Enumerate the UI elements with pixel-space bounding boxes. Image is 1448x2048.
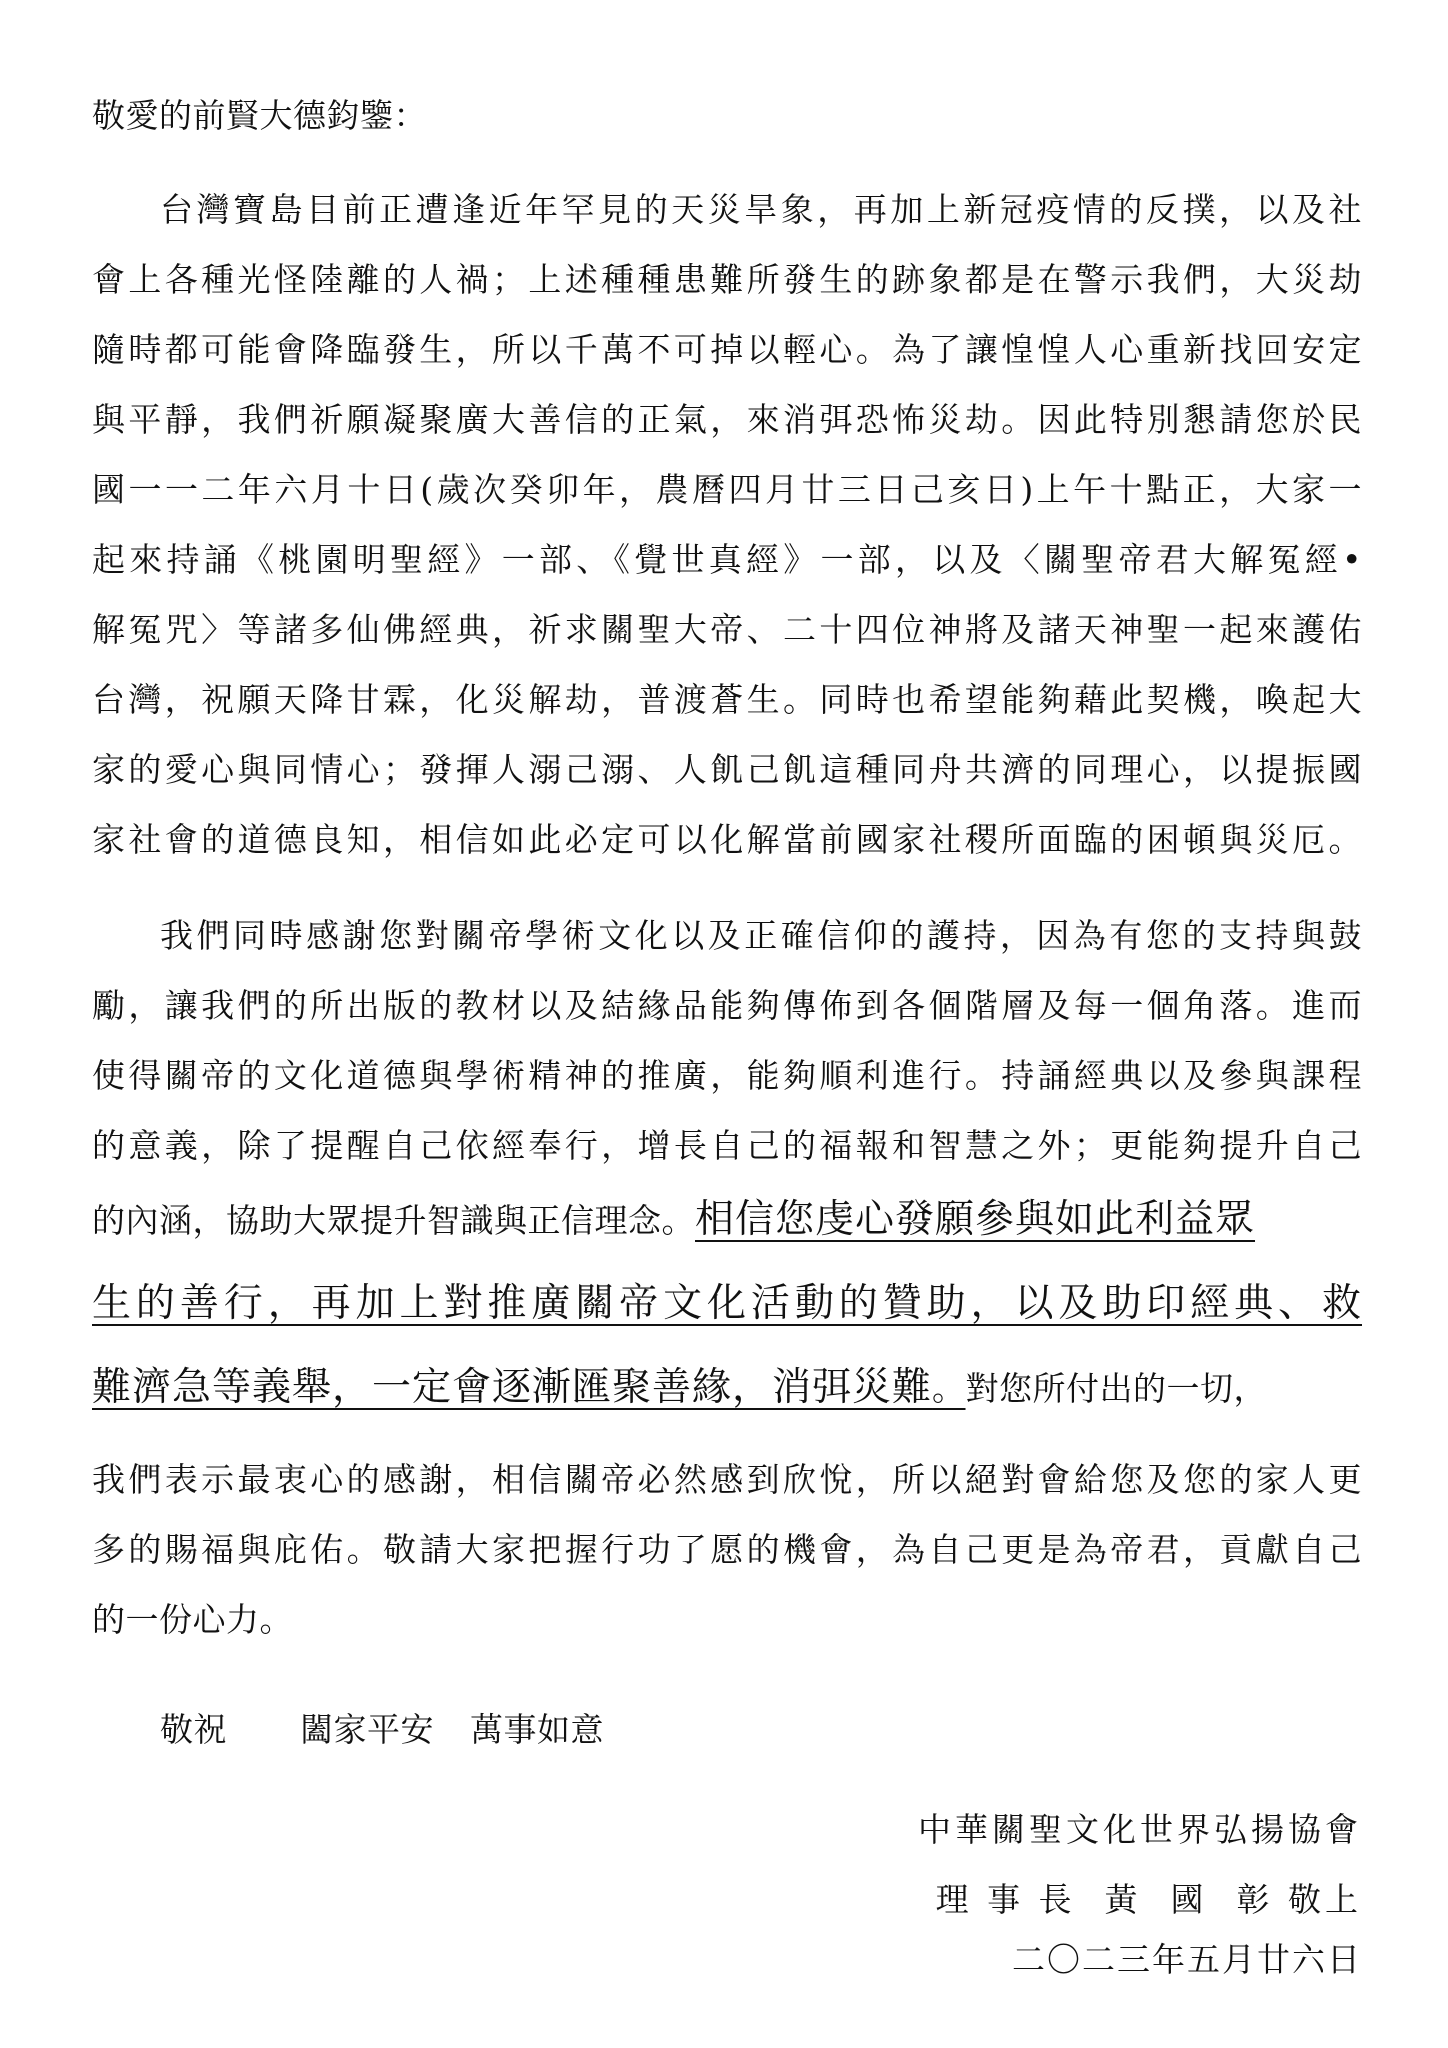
para2-mixed-line (92, 1365, 1362, 1410)
para1-line: 解冤咒〉等諸多仙佛經典，祈求關聖大帝、二十四位神將及諸天神聖一起來護佑 (92, 610, 1362, 649)
emphasis-period: 。 (932, 1369, 966, 1408)
para2-line: 我們表示最衷心的感謝，相信關帝必然感到欣悅，所以絕對會給您及您的家人更 (92, 1460, 1362, 1499)
closing-greeting: 敬祝 (160, 1710, 227, 1749)
emphasis-line: 生的善行，再加上對推廣關帝文化活動的贊助，以及助印經典、救 (92, 1281, 1362, 1326)
emphasis-text: 難濟急等義舉，一定會逐漸匯聚善緣，消弭災難 (92, 1365, 933, 1410)
para2-line: 我們同時感謝您對關帝學術文化以及正確信仰的護持，因為有您的支持與鼓 (160, 916, 1362, 955)
para2-line: 使得關帝的文化道德與學術精神的推廣，能夠順利進行。持誦經典以及參與課程 (92, 1056, 1362, 1095)
para1-line: 家的愛心與同情心；發揮人溺己溺、人飢己飢這種同舟共濟的同理心，以提振國 (92, 750, 1362, 789)
signatory: 理 事 長 黃 國 彰 敬上 (935, 1880, 1362, 1919)
para1-line: 隨時都可能會降臨發生，所以千萬不可掉以輕心。為了讓惶惶人心重新找回安定 (92, 330, 1362, 369)
para1-line: 國一一二年六月十日(歲次癸卯年，農曆四月廿三日己亥日)上午十點正，大家一 (92, 470, 1362, 509)
para2-mixed-line (92, 1197, 1362, 1242)
closing-wish: 萬事如意 (470, 1710, 604, 1749)
para2-text: 對您所付出的一切， (965, 1369, 1268, 1408)
para2-line: 的一份心力。 (92, 1600, 293, 1639)
para1-line: 台灣，祝願天降甘霖，化災解劫，普渡蒼生。同時也希望能夠藉此契機，喚起大 (92, 680, 1362, 719)
organization-name: 中華關聖文化世界弘揚協會 (918, 1810, 1362, 1849)
para1-line: 起來持誦《桃園明聖經》一部、《覺世真經》一部，以及〈關聖帝君大解冤經• (92, 540, 1362, 579)
letter-date: 二〇二三年五月廿六日 (1012, 1940, 1362, 1979)
para1-line: 家社會的道德良知，相信如此必定可以化解當前國家社稷所面臨的困頓與災厄。 (92, 820, 1362, 859)
para1-line: 會上各種光怪陸離的人禍；上述種種患難所發生的跡象都是在警示我們，大災劫 (92, 260, 1362, 299)
closing-wish: 闔家平安 (300, 1710, 434, 1749)
para2-text: 的內涵，協助大眾提升智識與正信理念。 (92, 1201, 695, 1240)
para2-line: 多的賜福與庇佑。敬請大家把握行功了愿的機會，為自己更是為帝君，貢獻自己 (92, 1530, 1362, 1569)
salutation: 敬愛的前賢大德鈞鑒： (92, 96, 427, 135)
emphasis-text: 相信您虔心發願參與如此利益眾 (695, 1197, 1256, 1242)
para2-line: 的意義，除了提醒自己依經奉行，增長自己的福報和智慧之外；更能夠提升自己 (92, 1126, 1362, 1165)
para1-line: 與平靜，我們祈願凝聚廣大善信的正氣，來消弭恐怖災劫。因此特別懇請您於民 (92, 400, 1362, 439)
para2-line: 勵，讓我們的所出版的教材以及結緣品能夠傳佈到各個階層及每一個角落。進而 (92, 986, 1362, 1025)
para1-line: 台灣寶島目前正遭逢近年罕見的天災旱象，再加上新冠疫情的反撲，以及社 (160, 190, 1362, 229)
